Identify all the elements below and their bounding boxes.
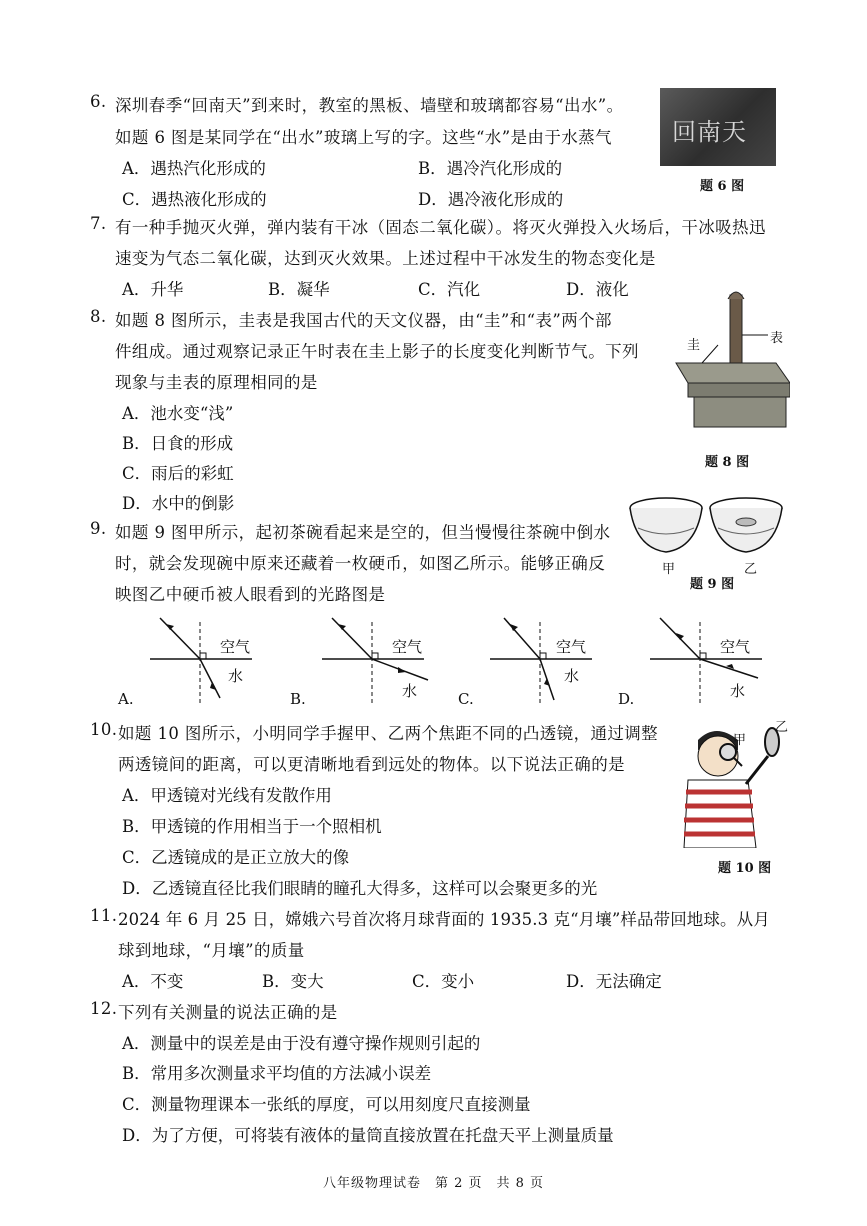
q8-figure-caption: 题 8 图 — [705, 455, 750, 470]
q10-label-yi: 乙 — [775, 720, 789, 735]
q8-option-c: C．雨后的彩虹 — [122, 464, 234, 483]
q10-label-jia: 甲 — [733, 733, 747, 748]
q8-label-gui: 圭 — [687, 338, 701, 353]
q10-option-a: A．甲透镜对光线有发散作用 — [122, 786, 332, 805]
q10-stem-line2: 两透镜间的距离，可以更清晰地看到远处的物体。以下说法正确的是 — [118, 755, 625, 774]
q9-diagram-a-air-label: 空气 — [220, 638, 251, 656]
q11-option-d: D．无法确定 — [566, 972, 662, 991]
q9-diagram-a-letter: A. — [118, 690, 134, 708]
q10-number: 10. — [90, 720, 118, 739]
q8-option-b: B．日食的形成 — [122, 434, 234, 453]
q6-figure-photo — [660, 88, 776, 166]
q12-option-c: C．测量物理课本一张纸的厚度，可以用刻度尺直接测量 — [122, 1095, 531, 1114]
q9-figure-bowls — [628, 492, 788, 558]
q6-number: 6. — [90, 92, 107, 111]
q7-option-a: A．升华 — [122, 280, 184, 299]
q10-option-b: B．甲透镜的作用相当于一个照相机 — [122, 817, 382, 836]
q8-label-biao: 表 — [770, 331, 784, 346]
q8-stem-line1: 如题 8 图所示，圭表是我国古代的天文仪器，由“圭”和“表”两个部 — [115, 311, 612, 330]
q9-stem-line1: 如题 9 图甲所示，起初茶碗看起来是空的，但当慢慢往茶碗中倒水 — [115, 523, 611, 542]
q9-label-yi: 乙 — [744, 562, 758, 577]
q7-option-b: B．凝华 — [268, 280, 330, 299]
q12-stem-line1: 下列有关测量的说法正确的是 — [118, 1003, 338, 1022]
q9-stem-line2: 时，就会发现碗中原来还藏着一枚硬币，如图乙所示。能够正确反 — [115, 554, 606, 573]
q7-option-c: C．汽化 — [418, 280, 481, 299]
q8-figure-guibiao — [668, 285, 790, 445]
q9-diagram-b-water-label: 水 — [402, 682, 418, 700]
q9-diagram-a-water-label: 水 — [228, 667, 244, 685]
q9-label-jia: 甲 — [662, 562, 676, 577]
q8-stem-line2: 件组成。通过观察记录正午时表在圭上影子的长度变化判断节气。下列 — [115, 342, 639, 361]
q6-figure-caption: 题 6 图 — [700, 179, 745, 194]
q7-stem-line1: 有一种手抛灭火弹，弹内装有干冰（固态二氧化碳）。将灭火弹投入火场后，干冰吸热迅 — [115, 218, 766, 237]
q10-option-c: C．乙透镜成的是正立放大的像 — [122, 848, 350, 867]
q9-diagram-c-water-label: 水 — [564, 667, 580, 685]
q10-figure-caption: 题 10 图 — [718, 861, 772, 876]
q9-figure-caption: 题 9 图 — [690, 577, 735, 592]
q8-number: 8. — [90, 307, 107, 326]
q7-option-d: D．液化 — [566, 280, 629, 299]
q6-option-c: C．遇热液化形成的 — [122, 190, 267, 209]
q11-number: 11. — [90, 906, 118, 925]
q6-figure-text: 回南天 — [672, 118, 747, 146]
q11-option-c: C．变小 — [412, 972, 475, 991]
q12-number: 12. — [90, 999, 118, 1018]
q12-option-b: B．常用多次测量求平均值的方法减小误差 — [122, 1064, 432, 1083]
q9-diagram-d-air-label: 空气 — [720, 638, 751, 656]
q12-option-d: D．为了方便，可将装有液体的量筒直接放置在托盘天平上测量质量 — [122, 1126, 614, 1145]
page-footer: 八年级物理试卷 第 2 页 共 8 页 — [322, 1176, 545, 1191]
q7-stem-line2: 速变为气态二氧化碳，达到灭火效果。上述过程中干冰发生的物态变化是 — [115, 249, 656, 268]
q9-diagram-c-air-label: 空气 — [556, 638, 587, 656]
q10-option-d: D．乙透镜直径比我们眼睛的瞳孔大得多，这样可以会聚更多的光 — [122, 879, 598, 898]
q9-number: 9. — [90, 519, 107, 538]
q8-stem-line3: 现象与圭表的原理相同的是 — [115, 373, 318, 392]
q9-diagram-c-letter: C. — [458, 690, 474, 708]
q11-option-a: A．不变 — [122, 972, 184, 991]
q11-option-b: B．变大 — [262, 972, 324, 991]
q9-diagram-d-letter: D. — [618, 690, 635, 708]
q6-option-d: D．遇冷液化形成的 — [418, 190, 564, 209]
q9-diagram-c — [458, 612, 618, 710]
q9-diagram-d-water-label: 水 — [730, 682, 746, 700]
q9-diagram-b — [290, 612, 450, 710]
q9-diagram-b-air-label: 空气 — [392, 638, 423, 656]
q6-option-b: B．遇冷汽化形成的 — [418, 159, 563, 178]
q7-number: 7. — [90, 214, 107, 233]
q8-option-d: D．水中的倒影 — [122, 494, 235, 513]
q12-option-a: A．测量中的误差是由于没有遵守操作规则引起的 — [122, 1034, 481, 1053]
q6-stem-line2: 如题 6 图是某同学在“出水”玻璃上写的字。这些“水”是由于水蒸气 — [115, 128, 612, 147]
q11-stem-line1: 2024 年 6 月 25 日，嫦娥六号首次将月球背面的 1935.3 克“月壤”样品带回地球。从月 — [118, 910, 770, 929]
q6-option-a: A．遇热汽化形成的 — [122, 159, 266, 178]
q9-diagram-b-letter: B. — [290, 690, 306, 708]
q9-stem-line3: 映图乙中硬币被人眼看到的光路图是 — [115, 585, 386, 604]
q9-diagram-d — [618, 612, 788, 710]
q8-option-a: A．池水变“浅” — [122, 404, 234, 423]
q11-stem-line2: 球到地球，“月壤”的质量 — [118, 941, 305, 960]
q9-diagram-a — [118, 612, 278, 710]
q6-stem-line1: 深圳春季“回南天”到来时，教室的黑板、墙壁和玻璃都容易“出水”。 — [115, 96, 624, 115]
q10-stem-line1: 如题 10 图所示，小明同学手握甲、乙两个焦距不同的凸透镜，通过调整 — [118, 724, 659, 743]
